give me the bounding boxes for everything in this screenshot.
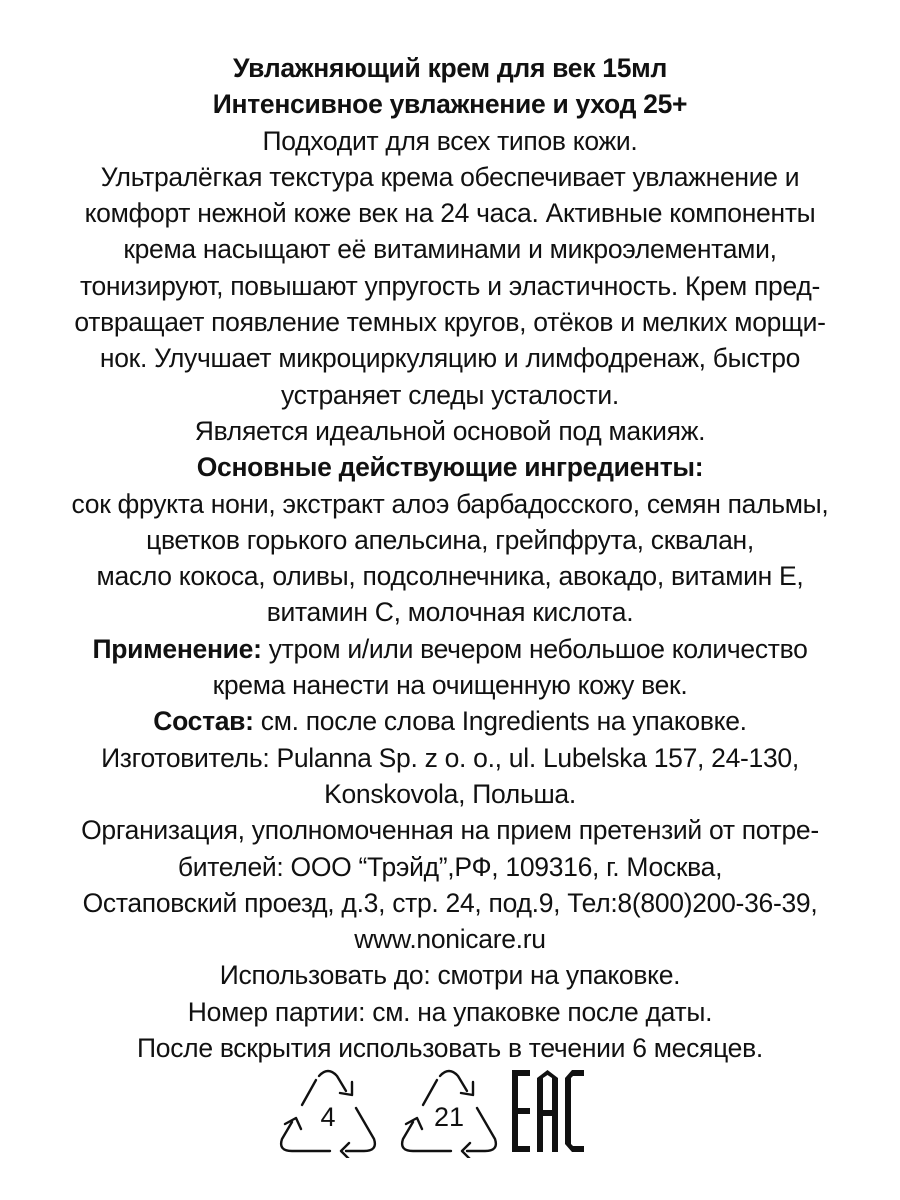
recycle-number: 21 [433,1102,465,1132]
description-line: отвращает появление темных кругов, отёков и мелких морщи- [74,307,826,338]
description-line: крема насыщают её витаминами и микроэлементами, [123,234,777,265]
recycle-number: 4 [320,1102,336,1132]
description-line: Ультралёгкая текстура крема обеспечивает увлажнение и [100,161,800,192]
ingredients-heading: Основные действующие ингредиенты: [196,452,704,483]
skin-type-line: Подходит для всех типов кожи. [262,125,638,156]
manufacturer-line: Изготовитель: Pulanna Sp. z o. o., ul. Lubelska 157, 24-130, [101,742,799,773]
product-title: Увлажняющий крем для век 15мл [233,53,667,83]
claims-line: Остаповский проезд, д.3, стр. 24, под.9, Тел:8(800)200-36-39, [82,887,818,918]
usage-text: утром и/или вечером небольшое количество [261,633,808,664]
ingredients-line: витамин С, молочная кислота. [266,597,634,628]
claims-line: Организация, уполномоченная на прием претензий от потре- [81,815,819,846]
recycle-icon [272,1062,384,1158]
ingredients-line: масло кокоса, оливы, подсолнечника, авокадо, витамин Е, [96,561,804,592]
after-opening-line: После вскрытия использовать в течении 6 месяцев. [137,1033,763,1064]
product-label [0,50,900,1066]
makeup-base-line: Является идеальной основой под макияж. [194,415,706,446]
product-subtitle: Интенсивное увлажнение и уход 25+ [212,89,688,120]
ingredients-line: цветков горького апельсина, грейпфрута, сквалан, [146,524,754,555]
website-line: www.nonicare.ru [354,924,546,955]
description-line: устраняет следы усталости. [281,379,619,410]
recycle-icon [393,1062,505,1158]
composition-line [0,703,900,739]
description-line: комфорт нежной коже век на 24 часа. Активные компоненты [84,198,816,229]
composition-text: см. после слова Ingredients на упаковке. [253,706,747,737]
manufacturer-line: Konskovola, Польша. [324,778,576,809]
expiry-line: Использовать до: смотри на упаковке. [219,960,681,991]
eac-logo-icon [512,1070,584,1152]
usage-line-2: крема нанести на очищенную кожу век. [212,670,688,701]
ingredients-line: сок фрукта нони, экстракт алоэ барбадосского, семян пальмы, [71,488,829,519]
usage-label: Применение: [92,633,262,664]
certification-marks [0,1062,900,1162]
description-line: тонизируют, повышают упругость и эластичность. Крем пред- [79,270,821,301]
batch-line: Номер партии: см. на упаковке после даты. [187,996,713,1027]
claims-line: бителей: ООО “Трэйд”,РФ, 109316, г. Москва, [177,851,723,882]
composition-label: Состав: [153,706,254,737]
usage-line [0,631,900,667]
description-line: нок. Улучшает микроциркуляцию и лимфодренаж, быстро [99,343,801,374]
